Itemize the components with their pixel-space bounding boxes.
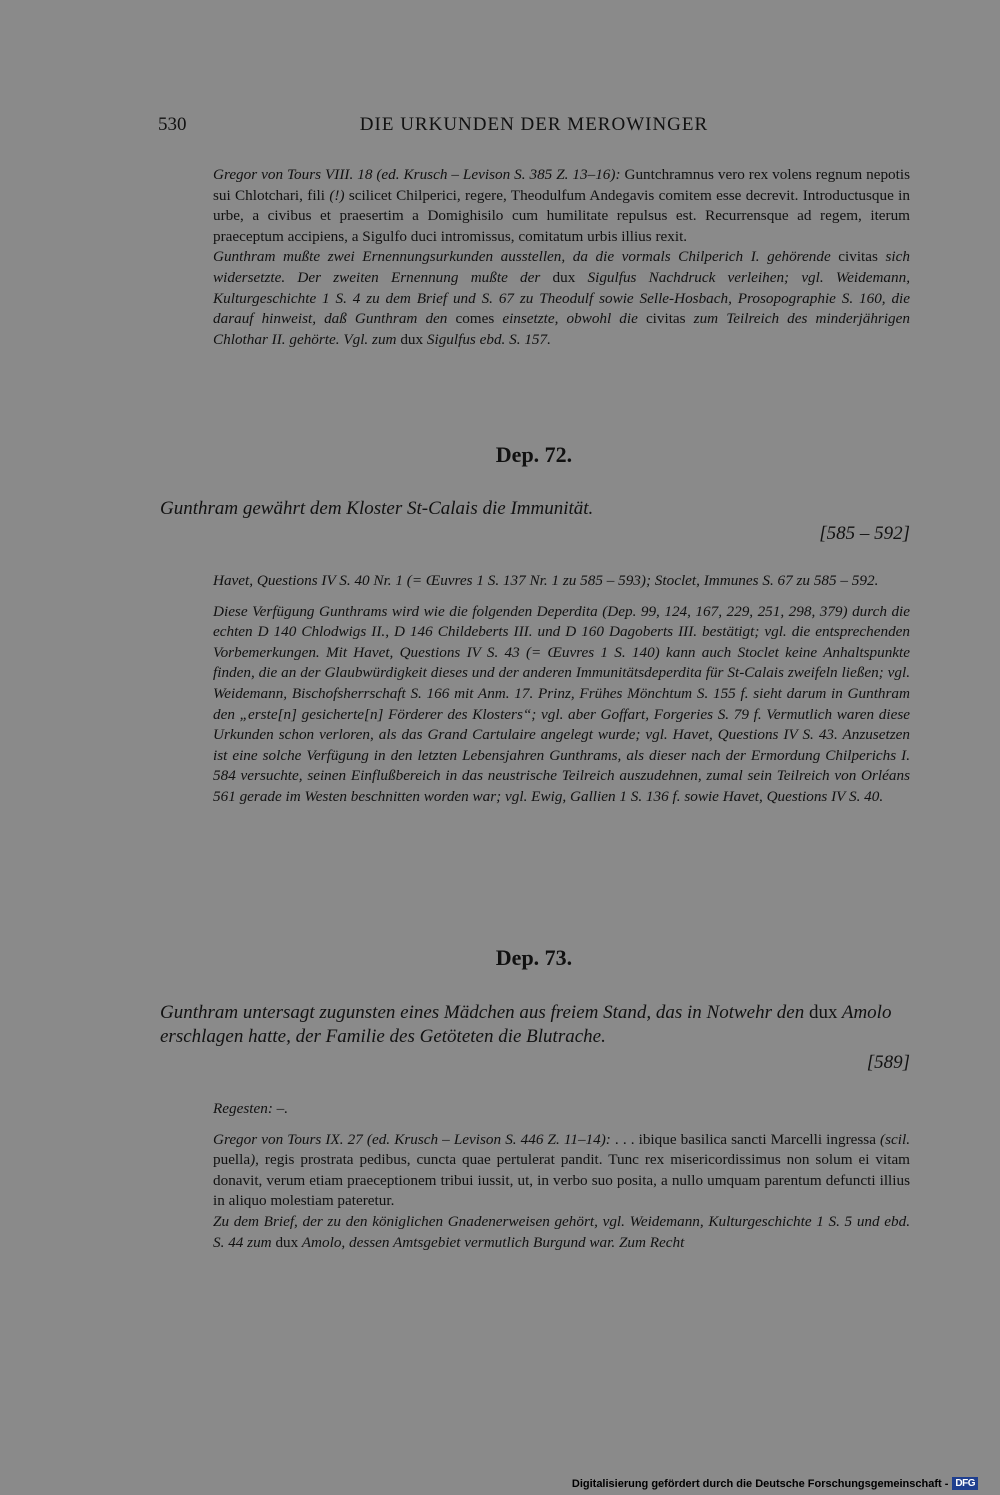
gregor-quote-paragraph xyxy=(213,165,910,247)
sic-mark: (!) xyxy=(329,186,345,204)
dep72-body xyxy=(213,571,910,808)
latin-quote: Guntchramnus vero rex volens regnum nepotis sui Chlotchari, fili xyxy=(213,166,910,204)
running-title: DIE URKUNDEN DER MEROWINGER xyxy=(359,114,709,135)
dep73-commentary: Zu dem Brief, der zu den königlichen Gnadenerweisen gehört, vgl. Weidemann, Kulturgeschichte 1 S. 5 und ebd. S. 44 zum dux Amolo, dessen Amtsgebiet vermutlich Burgund war. Zum Recht xyxy=(213,1212,910,1251)
dep72-references: Havet, Questions IV S. 40 Nr. 1 (= Œuvres 1 S. 137 Nr. 1 zu 585 – 593); Stoclet, Immunes S. 67 zu 585 – 592. xyxy=(213,572,879,589)
footer-text: Digitalisierung gefördert durch die Deutsche Forschungsgemeinschaft - xyxy=(571,1477,949,1490)
latin-quote: scilicet Chilperici, regere, Theodulfum Andegavis comitem esse decrevit. Introductusque in urbe, a civibus et praesertim a Domighisilo cum humilitate repulsus est. Recurrensque ad regem, iterum praeceptum accipiens, a Sigulfo duci intromissus, comitatum urbis illius rexit. xyxy=(213,186,910,245)
gregor-excerpt-block xyxy=(213,165,910,350)
page-header xyxy=(158,114,910,140)
commentary-paragraph: Gunthram mußte zwei Ernennungsurkunden ausstellen, da die vormals Chilperich I. gehörende civitas sich widersetzte. Der zweiten Ernennung mußte der dux Sigulfus Nachdruck verleihen; vgl. Weidemann, Kulturgeschichte 1 S. 4 zu dem Brief und S. 67 zu Theodulf sowie Selle-Hosbach, Prosopographie S. 160, die darauf hinweist, daß Gunthram den comes einsetzte, obwohl die civitas zum Teilreich des minderjährigen Chlothar II. gehörte. Vgl. zum dux Sigulfus ebd. S. 157. xyxy=(213,248,910,348)
dep72-commentary: Diese Verfügung Gunthrams wird wie die folgenden Deperdita (Dep. 99, 124, 167, 229, 251, 298, 379) durch die echten D 140 Chlodwigs II., D 146 Childeberts III. und D 160 Dagoberts III. bestätigt; vgl. die entsprechenden Vorbemerkungen. Mit Havet, Questions IV S. 43 (= Œuvres 1 S. 140) kann auch Stoclet keine Anhaltspunkte finden, die an der Glaubwürdigkeit dieses und der anderen Immunitätsdeperdita für St-Calais zweifeln ließen; vgl. Weidemann, Bischofsherrschaft S. 166 mit Anm. 17. Prinz, Frühes Mönchtum S. 155 f. sieht darum in Gunthram den „erste[n] gesicherte[n] Förderer des Klosters“; vgl. aber Goffart, Forgeries S. 79 f. Vermutlich waren diese Urkunden schon verloren, als das Grand Cartulaire angelegt wurde; vgl. Havet, Questions IV S. 43. Anzusetzen ist eine solche Verfügung in den letzten Lebensjahren Gunthrams, als dieser nach der Ermordung Chilperichs I. 584 versuchte, seinen Einflußbereich in das neustrische Teilreich auszudehnen, zumal sein Teilreich von Orléans 561 gerade im Westen beschnitten worden war; vgl. Ewig, Gallien 1 S. 136 f. sowie Havet, Questions IV S. 40. xyxy=(213,602,910,805)
dep72-date: [585 – 592] xyxy=(819,523,910,544)
digitization-footer xyxy=(572,1477,978,1490)
dep73-summary: Gunthram untersagt zugunsten eines Mädchen aus freiem Stand, das in Notwehr den dux Amolo erschlagen hatte, der Familie des Getöteten die Blutrache. xyxy=(160,1002,892,1047)
dep73-regesten: Regesten: –. xyxy=(213,1100,289,1117)
dep73-heading: Dep. 73. xyxy=(495,945,573,970)
dfg-logo: DFG xyxy=(952,1477,978,1490)
dep73-date: [589] xyxy=(866,1052,910,1073)
page-number: 530 xyxy=(158,114,187,135)
source-citation: Gregor von Tours VIII. 18 (ed. Krusch – Levison S. 385 Z. 13–16): xyxy=(213,166,621,183)
source-citation: Gregor von Tours IX. 27 (ed. Krusch – Levison S. 446 Z. 11–14): xyxy=(213,1130,611,1148)
dep73-body xyxy=(213,1099,910,1253)
dep72-summary: Gunthram gewährt dem Kloster St-Calais die Immunität. xyxy=(160,498,594,519)
dep73-gregor-quote: Gregor von Tours IX. 27 (ed. Krusch – Levison S. 446 Z. 11–14): . . . ibique basilica sancti Marcelli ingressa (scil. puella), regis prostrata pedibus, cuncta quae pertulerat pandit. Tunc rex misericordissimus non solum ei vitam donavit, verum etiam praeceptionem tribui iussit, ut, in verbo suo posita, a nullo umquam parentum defuncti illius in aliquo molestiam pateretur. xyxy=(213,1130,910,1210)
dep72-heading: Dep. 72. xyxy=(495,442,573,467)
